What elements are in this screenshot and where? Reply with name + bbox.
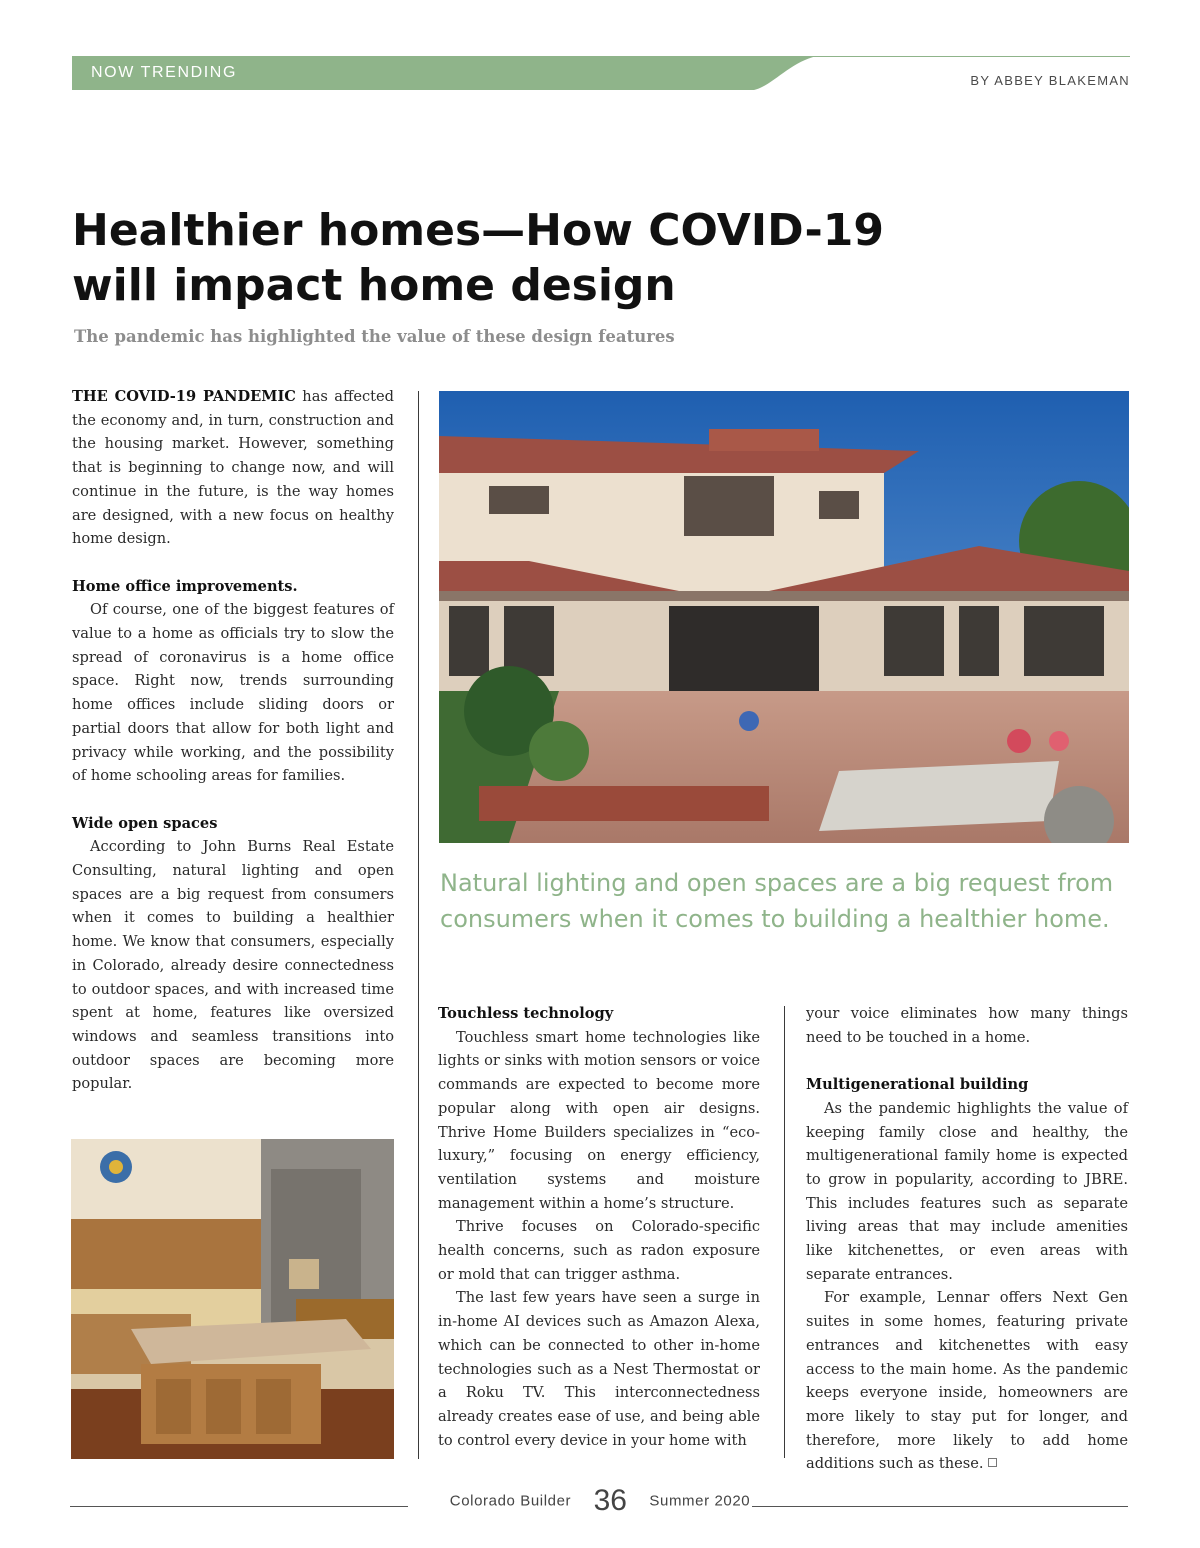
heading-touchless: Touchless technology bbox=[438, 1005, 614, 1022]
article-title bbox=[72, 203, 972, 313]
intro-paragraph bbox=[72, 385, 394, 551]
byline: BY ABBEY BLAKEMAN bbox=[970, 73, 1130, 88]
paragraph-touchless-3: The last few years have seen a surge in in-home AI devices such as Amazon Alexa, which can be connected to other in-home technologies such as a Nest Thermostat or a Roku TV. This interconnectedness already creates ease of use, and being able to control every device in your home with bbox=[438, 1289, 760, 1449]
intro-text: has affected the economy and, in turn, construction and the housing market. However, something that is beginning to change now, and will continue in the future, is the way homes are designed, with a new focus on healthy home design. bbox=[72, 388, 394, 548]
end-mark-icon bbox=[988, 1458, 997, 1467]
article-subtitle: The pandemic has highlighted the value of these design features bbox=[74, 327, 675, 346]
paragraph-open-spaces: According to John Burns Real Estate Consulting, natural lighting and open spaces are a big request from consumers when it comes to building a healthier home. We know that consumers, especially in Colorado, already desire connectedness to outdoor spaces, and with increased time spent at home, features like oversized windows and seamless transitions into outdoor spaces are becoming more popular. bbox=[72, 838, 394, 1093]
footer-publication: Colorado Builder bbox=[449, 1492, 572, 1510]
heading-open-spaces: Wide open spaces bbox=[72, 814, 218, 832]
column-right bbox=[806, 1002, 1128, 1476]
paragraph-touchless-2: Thrive focuses on Colorado-specific health concerns, such as radon exposure or mold that can trigger asthma. bbox=[438, 1218, 760, 1283]
paragraph-multigen-1: As the pandemic highlights the value of keeping family close and healthy, the multigenerational family home is expected to grow in popularity, according to JBRE. This includes features such as separate living areas that may include amenities like kitchenettes, or even areas with separate entrances. bbox=[806, 1099, 1128, 1283]
paragraph-multigen-2 bbox=[806, 1286, 1128, 1476]
pull-quote: Natural lighting and open spaces are a big request from consumers when it comes to building a healthier home. bbox=[440, 869, 1114, 933]
column-divider-2 bbox=[784, 1006, 785, 1458]
intro-lead: THE COVID-19 PANDEMIC bbox=[72, 388, 296, 405]
paragraph-multigen-2-text: For example, Lennar offers Next Gen suites in some homes, featuring private entrances and kitchenettes with easy access to the main home. As the pandemic keeps everyone inside, homeowners are more likely to stay put for longer, and therefore, more likely to add home additions such as these. bbox=[806, 1289, 1128, 1473]
footer-issue: Summer 2020 bbox=[649, 1492, 751, 1510]
title-line-1: Healthier homes—How COVID-19 bbox=[72, 205, 884, 256]
column-left bbox=[72, 385, 394, 1096]
page-footer bbox=[0, 1484, 1200, 1518]
title-line-2: will impact home design bbox=[72, 260, 676, 311]
paragraph-home-office: Of course, one of the biggest features of value to a home as officials try to slow the spread of coronavirus is a home office space. Right now, trends surrounding home offices include sliding doors or partial doors that allow for both light and privacy while working, and the possibility of home schooling areas for families. bbox=[72, 601, 394, 785]
house-exterior-photo bbox=[439, 391, 1129, 843]
paragraph-touchless-3-continued: your voice eliminates how many things need to be touched in a home. bbox=[806, 1005, 1128, 1046]
kitchen-interior-photo bbox=[71, 1139, 394, 1459]
paragraph-touchless-1: Touchless smart home technologies like lights or sinks with motion sensors or voice commands are expected to become more popular along with open air designs. Thrive Home Builders specializes in “eco-luxury,” focusing on energy efficiency, ventilation systems and moisture management within a home’s structure. bbox=[438, 1028, 760, 1212]
heading-multigenerational: Multigenerational building bbox=[806, 1076, 1029, 1094]
heading-home-office: Home office improvements. bbox=[72, 577, 298, 595]
column-divider-1 bbox=[418, 391, 419, 1459]
section-label: NOW TRENDING bbox=[91, 64, 238, 81]
page-number: 36 bbox=[593, 1484, 627, 1517]
column-middle bbox=[438, 1002, 760, 1452]
